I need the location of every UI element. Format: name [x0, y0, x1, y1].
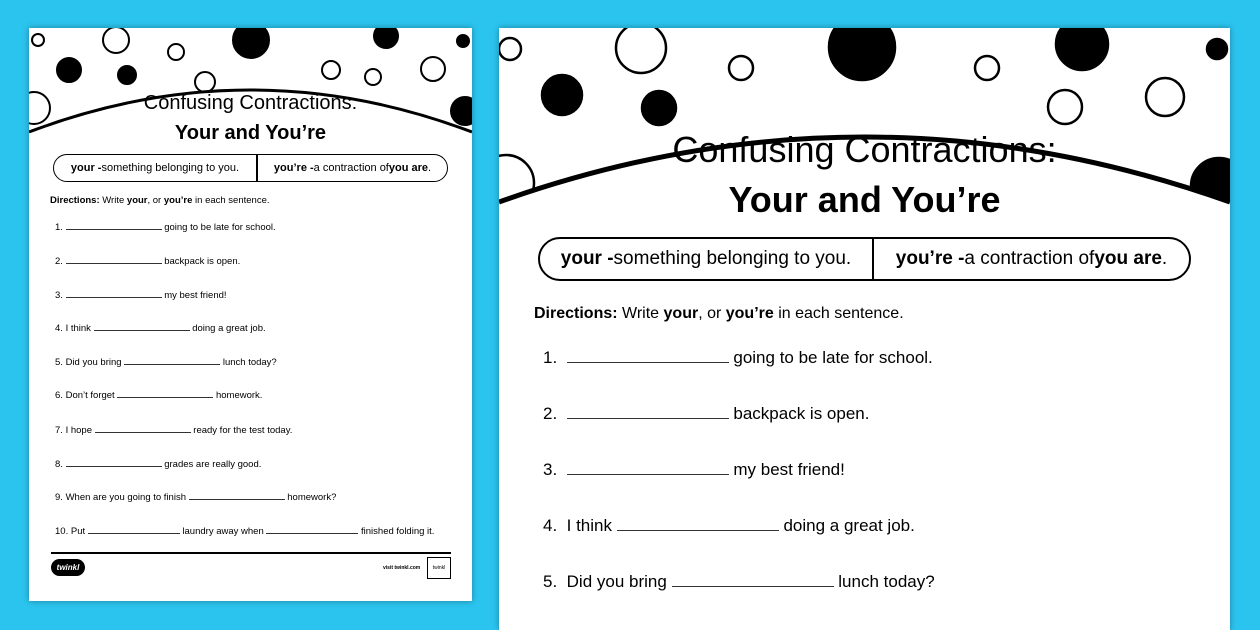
- definition-your: [54, 155, 256, 181]
- polka-dot-header: [499, 28, 1230, 630]
- answer-blank-2[interactable]: [266, 533, 358, 534]
- def-youre-text: a contraction of: [964, 248, 1095, 269]
- question-text: backpack is open.: [733, 404, 870, 423]
- term-your: your -: [560, 248, 614, 269]
- title-line-1: Confusing Contractions:: [143, 92, 358, 114]
- question-text-pre: Did you bring: [566, 572, 667, 591]
- answer-blank[interactable]: [672, 586, 834, 587]
- directions-text-d: you’re: [163, 195, 193, 206]
- twinkl-logo: twinkl: [51, 559, 85, 576]
- worksheet-title: [499, 125, 1230, 225]
- term-youre: you’re -: [273, 162, 314, 174]
- question-text: my best friend!: [164, 290, 227, 301]
- question-2: [543, 404, 869, 424]
- def-youre-text: a contraction of: [313, 162, 389, 174]
- question-number: 6.: [55, 390, 63, 401]
- question-number: 7.: [55, 425, 63, 436]
- question-number: 9.: [55, 492, 63, 503]
- question-3: [543, 460, 845, 480]
- definition-youre: [256, 155, 447, 181]
- title-line-2: Your and You’re: [174, 122, 327, 144]
- answer-blank[interactable]: [617, 530, 779, 531]
- title-line-2: Your and You’re: [728, 179, 1001, 220]
- question-number: 2.: [543, 404, 558, 423]
- question-text: homework.: [215, 390, 263, 401]
- question-text: lunch today?: [838, 572, 935, 591]
- question-text: ready for the test today.: [193, 425, 293, 436]
- footer-rule: [51, 552, 451, 554]
- def-youre-period: .: [1161, 248, 1168, 269]
- answer-blank[interactable]: [66, 297, 162, 298]
- question-text: backpack is open.: [164, 256, 241, 267]
- def-youre-bold: you are: [388, 162, 429, 174]
- definitions-box: [538, 237, 1191, 281]
- worksheet-preview-large: [499, 28, 1230, 630]
- def-youre-period: .: [428, 162, 432, 174]
- question-number: 3.: [543, 460, 558, 479]
- directions-label: Directions:: [534, 305, 618, 322]
- question-number: 1.: [55, 222, 63, 233]
- question-5: [543, 572, 935, 592]
- question-3: [55, 290, 227, 301]
- question-number: 2.: [55, 256, 63, 267]
- question-10: [55, 526, 434, 537]
- question-number: 4.: [543, 516, 558, 535]
- question-6: [55, 390, 262, 401]
- question-text-pre: Put: [70, 526, 86, 537]
- question-number: 5.: [55, 357, 63, 368]
- answer-blank[interactable]: [95, 432, 191, 433]
- question-text: grades are really good.: [164, 459, 262, 470]
- directions-text-a: Write: [617, 305, 664, 322]
- question-number: 3.: [55, 290, 63, 301]
- directions-text-b: your: [126, 195, 148, 206]
- question-2: [55, 256, 240, 267]
- directions-text-c: , or: [698, 305, 726, 322]
- answer-blank[interactable]: [567, 418, 729, 419]
- answer-blank[interactable]: [88, 533, 180, 534]
- directions-text-d: you’re: [725, 305, 774, 322]
- question-7: [55, 425, 292, 436]
- definition-your: [540, 239, 872, 279]
- def-your-text: something belonging to you.: [613, 248, 852, 269]
- question-text-pre: I hope: [65, 425, 92, 436]
- directions: [534, 305, 904, 323]
- question-number: 10.: [55, 526, 69, 537]
- question-text: doing a great job.: [783, 516, 915, 535]
- question-number: 1.: [543, 348, 558, 367]
- question-text: lunch today?: [222, 357, 277, 368]
- answer-blank[interactable]: [94, 330, 190, 331]
- question-1: [543, 348, 933, 368]
- question-4: [55, 323, 266, 334]
- question-number: 4.: [55, 323, 63, 334]
- directions-label: Directions:: [50, 195, 100, 206]
- answer-blank[interactable]: [567, 474, 729, 475]
- question-text-pre: Did you bring: [65, 357, 122, 368]
- term-your: your -: [70, 162, 102, 174]
- question-number: 5.: [543, 572, 558, 591]
- answer-blank[interactable]: [189, 499, 285, 500]
- answer-blank[interactable]: [66, 466, 162, 467]
- answer-blank[interactable]: [66, 263, 162, 264]
- badge-text: twinkl: [432, 565, 446, 571]
- directions-text-e: in each sentence.: [192, 195, 270, 206]
- question-9: [55, 492, 336, 503]
- question-text: doing a great job.: [192, 323, 266, 334]
- worksheet-title: [29, 88, 472, 148]
- answer-blank[interactable]: [124, 364, 220, 365]
- question-text: going to be late for school.: [164, 222, 276, 233]
- directions-text-c: , or: [147, 195, 164, 206]
- question-text-pre: I think: [65, 323, 91, 334]
- question-text-mid: laundry away when: [182, 526, 264, 537]
- directions: [50, 195, 270, 206]
- question-8: [55, 459, 261, 470]
- question-5: [55, 357, 277, 368]
- worksheet-preview-small: [29, 28, 472, 601]
- question-text: homework?: [287, 492, 337, 503]
- directions-text-e: in each sentence.: [773, 305, 904, 322]
- twinkl-badge: [427, 557, 451, 579]
- answer-blank[interactable]: [567, 362, 729, 363]
- question-number: 8.: [55, 459, 63, 470]
- question-1: [55, 222, 276, 233]
- question-text: my best friend!: [733, 460, 845, 479]
- directions-text-b: your: [663, 305, 699, 322]
- footer-url: visit twinkl.com: [383, 565, 421, 571]
- question-text-pre: When are you going to finish: [65, 492, 186, 503]
- question-text: finished folding it.: [361, 526, 435, 537]
- definition-youre: [872, 239, 1189, 279]
- question-text-pre: I think: [566, 516, 612, 535]
- question-text-pre: Don’t forget: [65, 390, 115, 401]
- definitions-box: [53, 154, 448, 182]
- question-text: going to be late for school.: [733, 348, 933, 367]
- question-4: [543, 516, 915, 536]
- def-your-text: something belonging to you.: [101, 162, 240, 174]
- directions-text-a: Write: [99, 195, 127, 206]
- term-youre: you’re -: [895, 248, 965, 269]
- answer-blank[interactable]: [66, 229, 162, 230]
- title-line-1: Confusing Contractions:: [672, 129, 1057, 170]
- answer-blank[interactable]: [117, 397, 213, 398]
- def-youre-bold: you are: [1094, 248, 1162, 269]
